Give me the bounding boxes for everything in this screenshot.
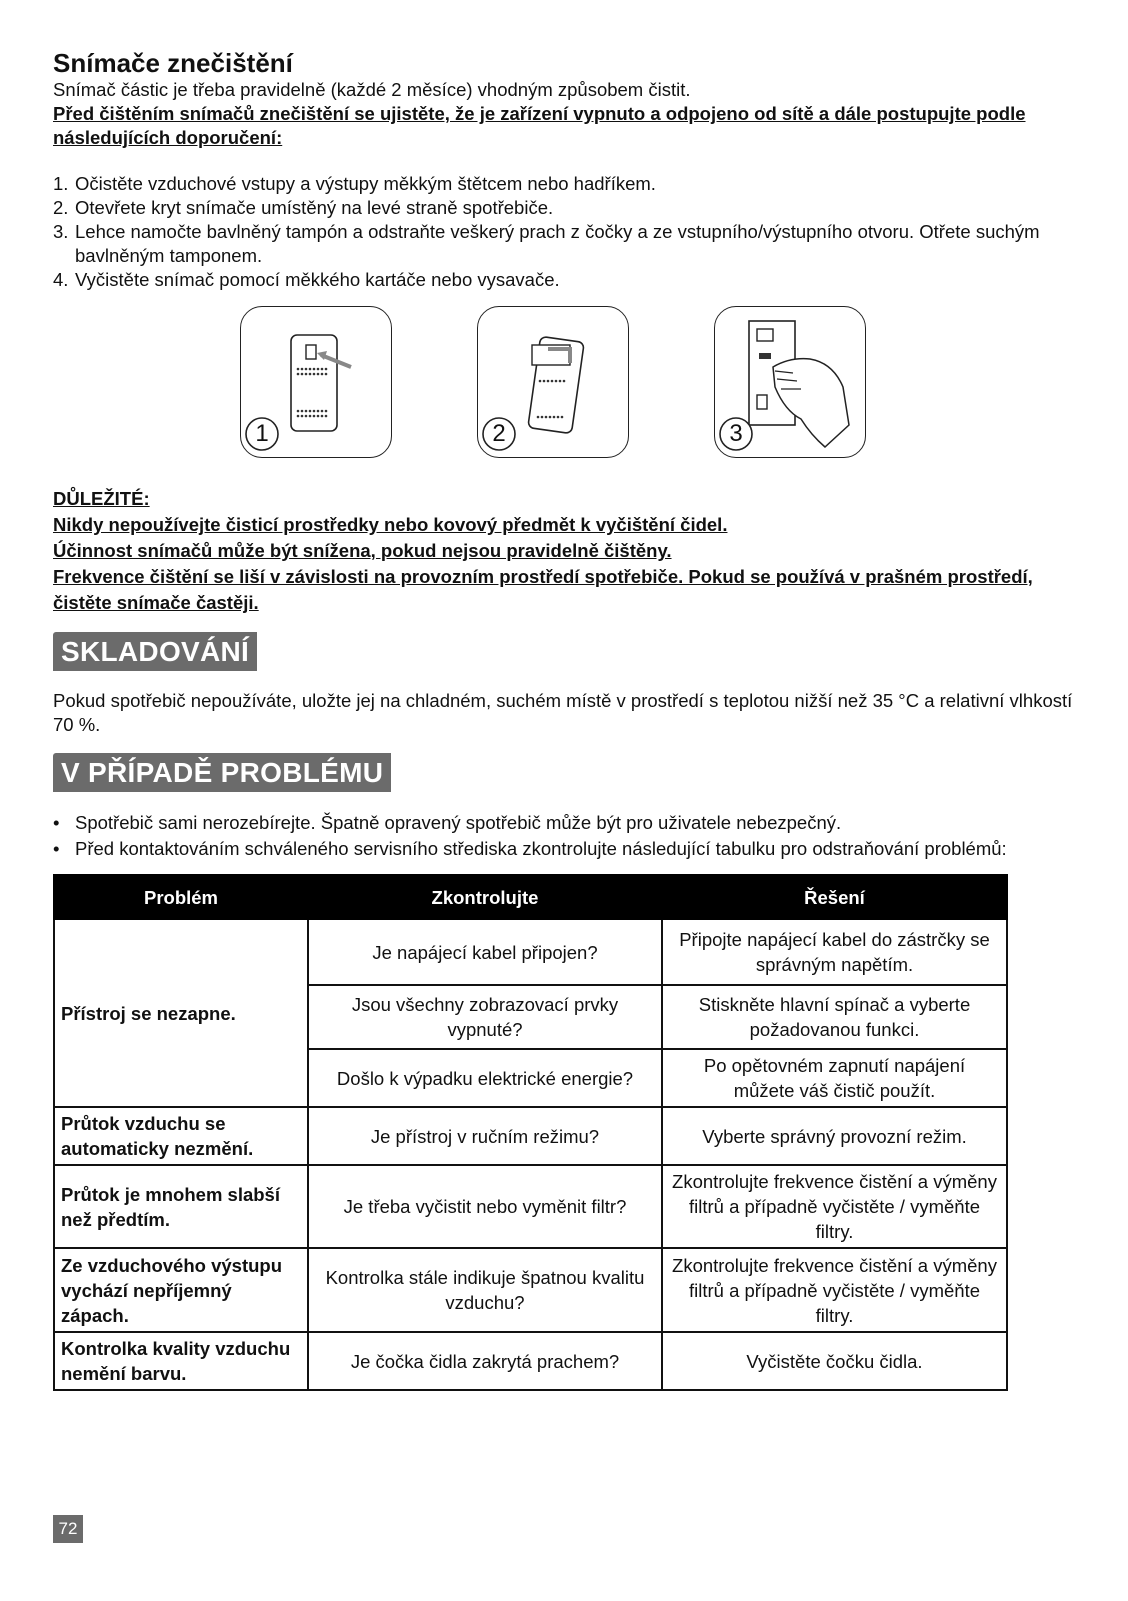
important-line: Nikdy nepoužívejte čisticí prostředky nebo kovový předmět k vyčištění čidel. (53, 514, 728, 535)
problem-cell: Průtok je mnohem slabší než předtím. (54, 1165, 308, 1248)
solution-cell: Vyberte správný provozní režim. (662, 1107, 1007, 1165)
solution-cell: Po opětovném zapnutí napájení můžete váš čistič použít. (662, 1049, 1007, 1107)
table-row (54, 1332, 1007, 1390)
important-title: DŮLEŽITÉ: (53, 488, 150, 509)
check-cell: Je třeba vyčistit nebo vyměnit filtr? (308, 1165, 662, 1248)
figure-step-1 (240, 306, 392, 458)
sensors-intro: Snímač částic je třeba pravidelně (každé 2 měsíce) vhodným způsobem čistit. (53, 79, 691, 100)
list-item: 3. Lehce namočte bavlněný tampón a odstraňte veškerý prach z čočky a ze vstupního/výstupního otvoru. Otřete suchým bavlněným tamponem. (53, 221, 1040, 266)
list-item: 2. Otevřete kryt snímače umístěný na levé straně spotřebiče. (53, 197, 554, 218)
important-notice (53, 486, 1083, 616)
cleaning-figures (53, 306, 1083, 466)
solution-cell: Zkontrolujte frekvence čistění a výměny filtrů a případně vyčistěte / vyměňte filtry. (662, 1165, 1007, 1248)
solution-cell: Stiskněte hlavní spínač a vyberte požadovanou funkci. (662, 985, 1007, 1049)
figure-number: 3 (729, 420, 743, 447)
check-cell: Je čočka čidla zakrytá prachem? (308, 1332, 662, 1390)
check-cell: Je přístroj v ručním režimu? (308, 1107, 662, 1165)
table-row (54, 1165, 1007, 1248)
problem-cell: Průtok vzduchu se automaticky nezmění. (54, 1107, 308, 1165)
important-line: Účinnost snímačů může být snížena, pokud nejsou pravidelně čištěny. (53, 540, 672, 561)
check-cell: Kontrolka stále indikuje špatnou kvalitu vzduchu? (308, 1248, 662, 1332)
header-solution: Řešení (662, 875, 1007, 919)
list-item: • Před kontaktováním schváleného servisního střediska zkontrolujte následující tabulku pro odstraňování problémů: (53, 838, 1007, 859)
table-row (54, 1248, 1007, 1332)
solution-cell: Vyčistěte čočku čidla. (662, 1332, 1007, 1390)
page-content (53, 48, 1083, 1391)
problem-cell: Ze vzduchového výstupu vychází nepříjemný zápach. (54, 1248, 308, 1332)
important-line: Frekvence čištění se liší v závislosti na provozním prostředí spotřebiče. Pokud se používá v prašném prostředí, čistěte snímače častěji. (53, 566, 1033, 613)
figure-number: 1 (255, 420, 269, 447)
page-number: 72 (53, 1515, 83, 1543)
check-cell: Došlo k výpadku elektrické energie? (308, 1049, 662, 1107)
list-item: 1. Očistěte vzduchové vstupy a výstupy měkkým štětcem nebo hadříkem. (53, 173, 656, 194)
problems-heading: V PŘÍPADĚ PROBLÉMU (53, 753, 391, 792)
list-item: • Spotřebič sami nerozebírejte. Špatně opravený spotřebič může být pro uživatele nebezpečný. (53, 812, 842, 833)
problem-cell: Kontrolka kvality vzduchu nemění barvu. (54, 1332, 308, 1390)
sensors-warning: Před čištěním snímačů znečištění se ujistěte, že je zařízení vypnuto a odpojeno od sítě a dále postupujte podle následujících doporučení: (53, 103, 1026, 148)
figure-number: 2 (492, 420, 506, 447)
cleaning-steps (53, 172, 1083, 292)
header-check: Zkontrolujte (308, 875, 662, 919)
list-item: 4. Vyčistěte snímač pomocí měkkého kartáče nebo vysavače. (53, 269, 560, 290)
troubleshooting-table (53, 874, 1008, 1391)
problems-bullets (53, 810, 1083, 862)
header-problem: Problém (54, 875, 308, 919)
problem-cell: Přístroj se nezapne. (54, 919, 308, 1107)
solution-cell: Připojte napájecí kabel do zástrčky se správným napětím. (662, 919, 1007, 985)
solution-cell: Zkontrolujte frekvence čistění a výměny filtrů a případně vyčistěte / vyměňte filtry. (662, 1248, 1007, 1332)
figure-step-2 (477, 306, 629, 458)
storage-section (53, 632, 1083, 737)
problems-section (53, 753, 1083, 1391)
table-row (54, 1107, 1007, 1165)
check-cell: Jsou všechny zobrazovací prvky vypnuté? (308, 985, 662, 1049)
storage-text: Pokud spotřebič nepoužíváte, uložte jej na chladném, suchém místě v prostředí s teplotou nižší než 35 °C a relativní vlhkostí 70 %. (53, 690, 1073, 735)
check-cell: Je napájecí kabel připojen? (308, 919, 662, 985)
storage-heading: SKLADOVÁNÍ (53, 632, 257, 671)
figure-step-3 (714, 306, 866, 458)
table-header-row (54, 875, 1007, 919)
sensors-heading: Snímače znečištění (53, 48, 293, 78)
table-row (54, 919, 1007, 985)
